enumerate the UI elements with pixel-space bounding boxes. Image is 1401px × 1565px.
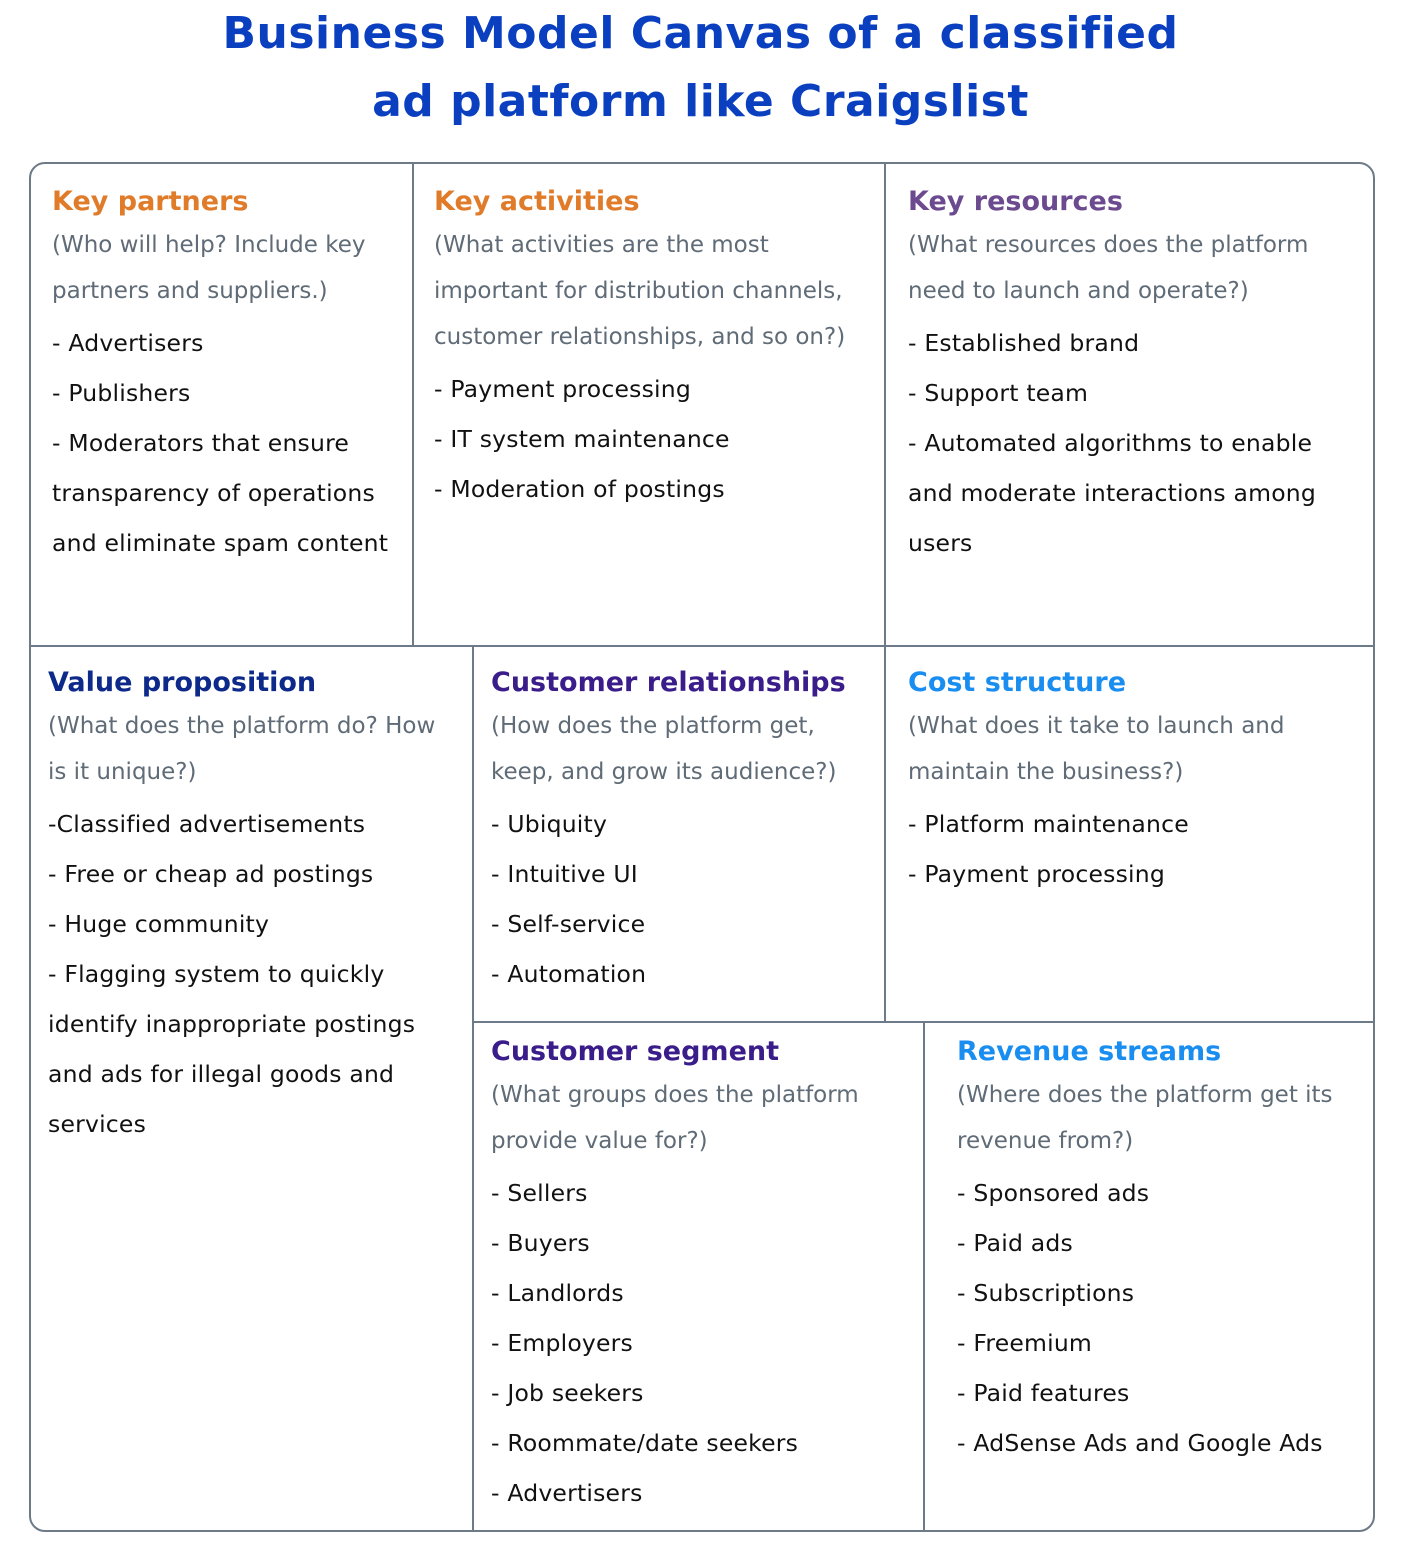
block-question: (What does the platform do? How is it unique?) xyxy=(48,713,436,785)
block-question: (What activities are the most important for distribution channels, customer relationships, and so on?) xyxy=(434,232,846,350)
block-question: (Who will help? Include key partners and suppliers.) xyxy=(52,232,366,304)
list-item: - Buyers xyxy=(491,1229,590,1257)
list-item: - Intuitive UI xyxy=(491,860,638,888)
list-item: - Platform maintenance xyxy=(908,810,1189,838)
list-item: - Subscriptions xyxy=(957,1279,1135,1307)
list-item: - AdSense Ads and Google Ads xyxy=(957,1429,1323,1457)
block-items xyxy=(957,1168,1369,1468)
list-item: - IT system maintenance xyxy=(434,425,730,453)
block-items xyxy=(908,318,1363,568)
block-value-proposition xyxy=(48,665,460,1149)
block-title: Cost structure xyxy=(908,667,1127,698)
block-title: Key activities xyxy=(434,186,640,217)
list-item: - Job seekers xyxy=(491,1379,644,1407)
list-item: - Publishers xyxy=(52,379,191,407)
list-item: - Freemium xyxy=(957,1329,1093,1357)
block-question: (What groups does the platform provide value for?) xyxy=(491,1082,859,1154)
list-item: - Paid features xyxy=(957,1379,1130,1407)
block-items xyxy=(491,1168,917,1518)
block-items xyxy=(48,799,460,1149)
divider-v-partners-activities xyxy=(412,163,414,645)
list-item: - Sellers xyxy=(491,1179,588,1207)
block-title: Key partners xyxy=(52,186,249,217)
block-key-activities xyxy=(434,184,874,514)
title-line-2: ad platform like Craigslist xyxy=(372,76,1029,127)
list-item: - Moderators that ensure transparency of operations and eliminate spam content xyxy=(52,429,389,557)
divider-v-segment-revenue xyxy=(923,1022,925,1531)
list-item: - Advertisers xyxy=(491,1479,643,1507)
list-item: - Self-service xyxy=(491,910,646,938)
block-revenue-streams xyxy=(957,1034,1369,1468)
list-item: - Advertisers xyxy=(52,329,204,357)
block-title: Customer segment xyxy=(491,1036,780,1067)
block-title: Customer relationships xyxy=(491,667,846,698)
block-question: (What does it take to launch and maintain the business?) xyxy=(908,713,1285,785)
divider-v-value-customer xyxy=(472,646,474,1531)
block-items xyxy=(491,799,879,999)
block-customer-segment xyxy=(491,1034,917,1518)
list-item: -Classified advertisements xyxy=(48,810,366,838)
list-item: - Automation xyxy=(491,960,647,988)
list-item: - Roommate/date seekers xyxy=(491,1429,799,1457)
block-question: (How does the platform get, keep, and grow its audience?) xyxy=(491,713,837,785)
block-title: Value proposition xyxy=(48,667,317,698)
page-title xyxy=(0,0,1401,136)
list-item: - Established brand xyxy=(908,329,1140,357)
divider-v-activities-resources xyxy=(884,163,886,1022)
list-item: - Moderation of postings xyxy=(434,475,725,503)
list-item: - Support team xyxy=(908,379,1089,407)
list-item: - Flagging system to quickly identify inappropriate postings and ads for illegal goods and services xyxy=(48,960,416,1138)
block-items xyxy=(434,364,874,514)
list-item: - Huge community xyxy=(48,910,270,938)
block-items xyxy=(52,318,410,568)
title-line-1: Business Model Canvas of a classified xyxy=(222,8,1179,59)
block-question: (What resources does the platform need to launch and operate?) xyxy=(908,232,1309,304)
list-item: - Free or cheap ad postings xyxy=(48,860,374,888)
list-item: - Landlords xyxy=(491,1279,624,1307)
list-item: - Ubiquity xyxy=(491,810,608,838)
block-items xyxy=(908,799,1308,899)
divider-h-row1 xyxy=(30,645,1374,647)
list-item: - Payment processing xyxy=(908,860,1165,888)
list-item: - Payment processing xyxy=(434,375,691,403)
block-title: Key resources xyxy=(908,186,1123,217)
block-key-resources xyxy=(908,184,1363,568)
block-question: (Where does the platform get its revenue from?) xyxy=(957,1082,1333,1154)
block-cost-structure xyxy=(908,665,1308,899)
list-item: - Paid ads xyxy=(957,1229,1073,1257)
block-customer-relationships xyxy=(491,665,879,999)
list-item: - Sponsored ads xyxy=(957,1179,1150,1207)
list-item: - Automated algorithms to enable and moderate interactions among users xyxy=(908,429,1317,557)
block-title: Revenue streams xyxy=(957,1036,1222,1067)
list-item: - Employers xyxy=(491,1329,633,1357)
block-key-partners xyxy=(52,184,410,568)
